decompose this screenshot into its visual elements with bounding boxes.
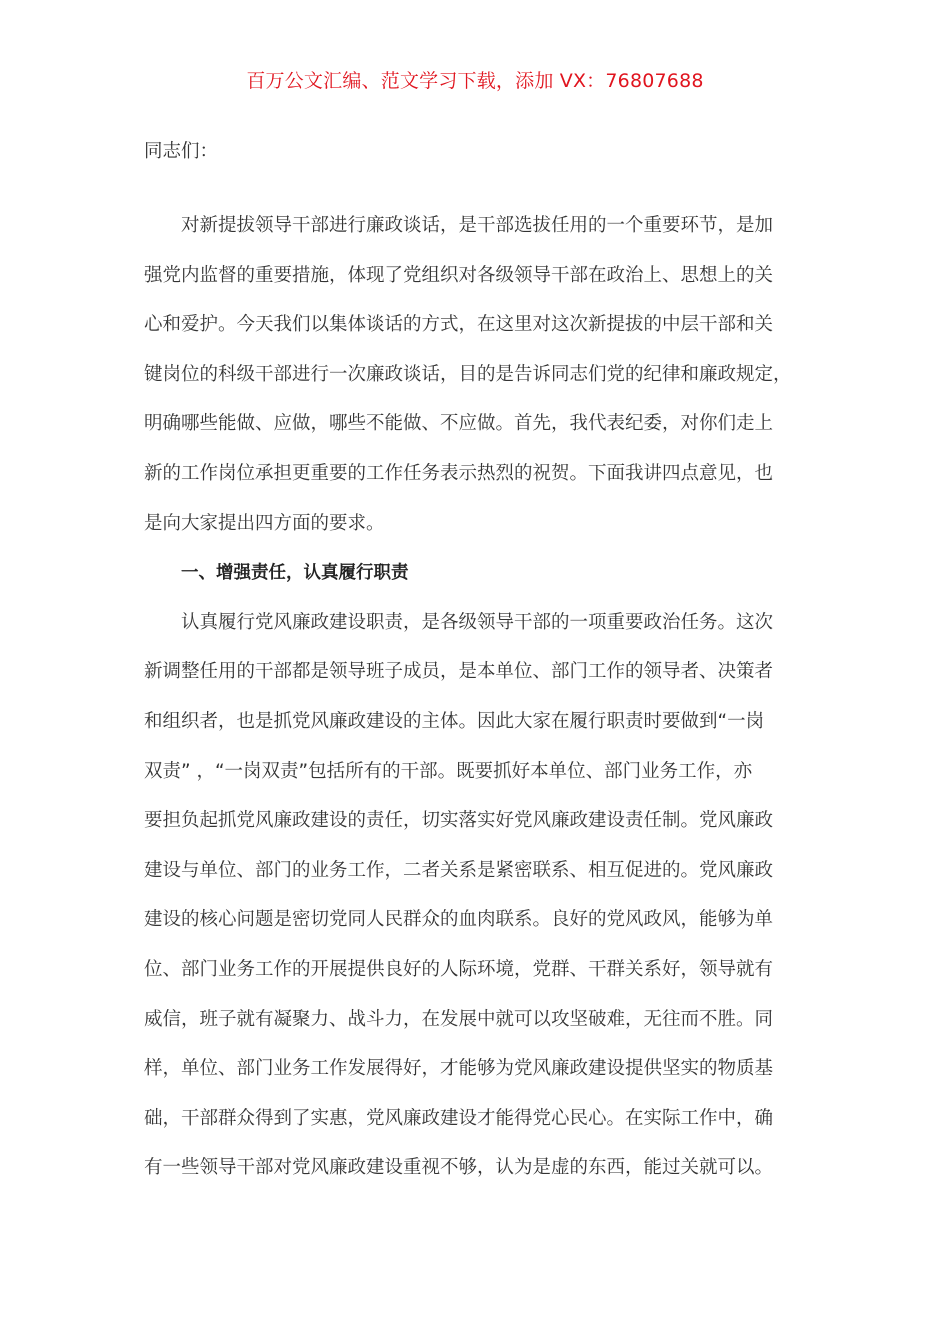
document-body — [144, 136, 824, 1202]
paragraph-line: 建设的核心问题是密切党同人民群众的血肉联系。良好的党风政风，能够为单 — [144, 909, 774, 931]
paragraph-line: 位、部门业务工作的开展提供良好的人际环境，党群、干群关系好，领导就有 — [144, 958, 774, 980]
paragraph-line: 是向大家提出四方面的要求。 — [144, 512, 385, 534]
greeting: 同志们： — [144, 141, 219, 162]
paragraph-line: 新调整任用的干部都是领导班子成员，是本单位、部门工作的领导者、决策者 — [144, 661, 774, 683]
paragraph-line: 双责” ，“一岗双责”包括所有的干部。既要抓好本单位、部门业务工作，亦 — [144, 760, 753, 782]
paragraph-line: 和组织者，也是抓党风廉政建设的主体。因此大家在履行职责时要做到“一岗 — [144, 710, 765, 732]
paragraph-line: 新的工作岗位承担更重要的工作任务表示热烈的祝贺。下面我讲四点意见，也 — [144, 462, 774, 484]
paragraph-line: 有一些领导干部对党风廉政建设重视不够，认为是虚的东西，能过关就可以。 — [144, 1157, 774, 1179]
paragraph-line: 对新提拔领导干部进行廉政谈话，是干部选拔任用的一个重要环节，是加 — [181, 215, 774, 236]
paragraph-line: 要担负起抓党风廉政建设的责任，切实落实好党风廉政建设责任制。党风廉政 — [144, 810, 774, 832]
paragraph-line: 认真履行党风廉政建设职责，是各级领导干部的一项重要政治任务。这次 — [181, 611, 774, 633]
paragraph-line: 建设与单位、部门的业务工作，二者关系是紧密联系、相互促进的。党风廉政 — [144, 859, 774, 881]
paragraph-line: 心和爱护。今天我们以集体谈话的方式，在这里对这次新提拔的中层干部和关 — [144, 314, 774, 336]
section-heading-1: 一、增强责任，认真履行职责 — [181, 563, 409, 584]
paragraph-line: 强党内监督的重要措施，体现了党组织对各级领导干部在政治上、思想上的关 — [144, 264, 774, 286]
promo-banner: 百万公文汇编、范文学习下载，添加 VX：76807688 — [246, 70, 704, 92]
paragraph-line: 威信，班子就有凝聚力、战斗力，在发展中就可以攻坚破难，无往而不胜。同 — [144, 1008, 774, 1030]
paragraph-line: 础，干部群众得到了实惠，党风廉政建设才能得党心民心。在实际工作中，确 — [144, 1107, 774, 1129]
paragraph-section-1 — [144, 607, 824, 1202]
paragraph-line: 键岗位的科级干部进行一次廉政谈话，目的是告诉同志们党的纪律和廉政规定， — [144, 363, 792, 385]
paragraph-line: 明确哪些能做、应做，哪些不能做、不应做。首先，我代表纪委，对你们走上 — [144, 413, 774, 435]
paragraph-line: 样，单位、部门业务工作发展得好，才能够为党风廉政建设提供坚实的物质基 — [144, 1058, 774, 1080]
paragraph-intro — [144, 210, 824, 557]
